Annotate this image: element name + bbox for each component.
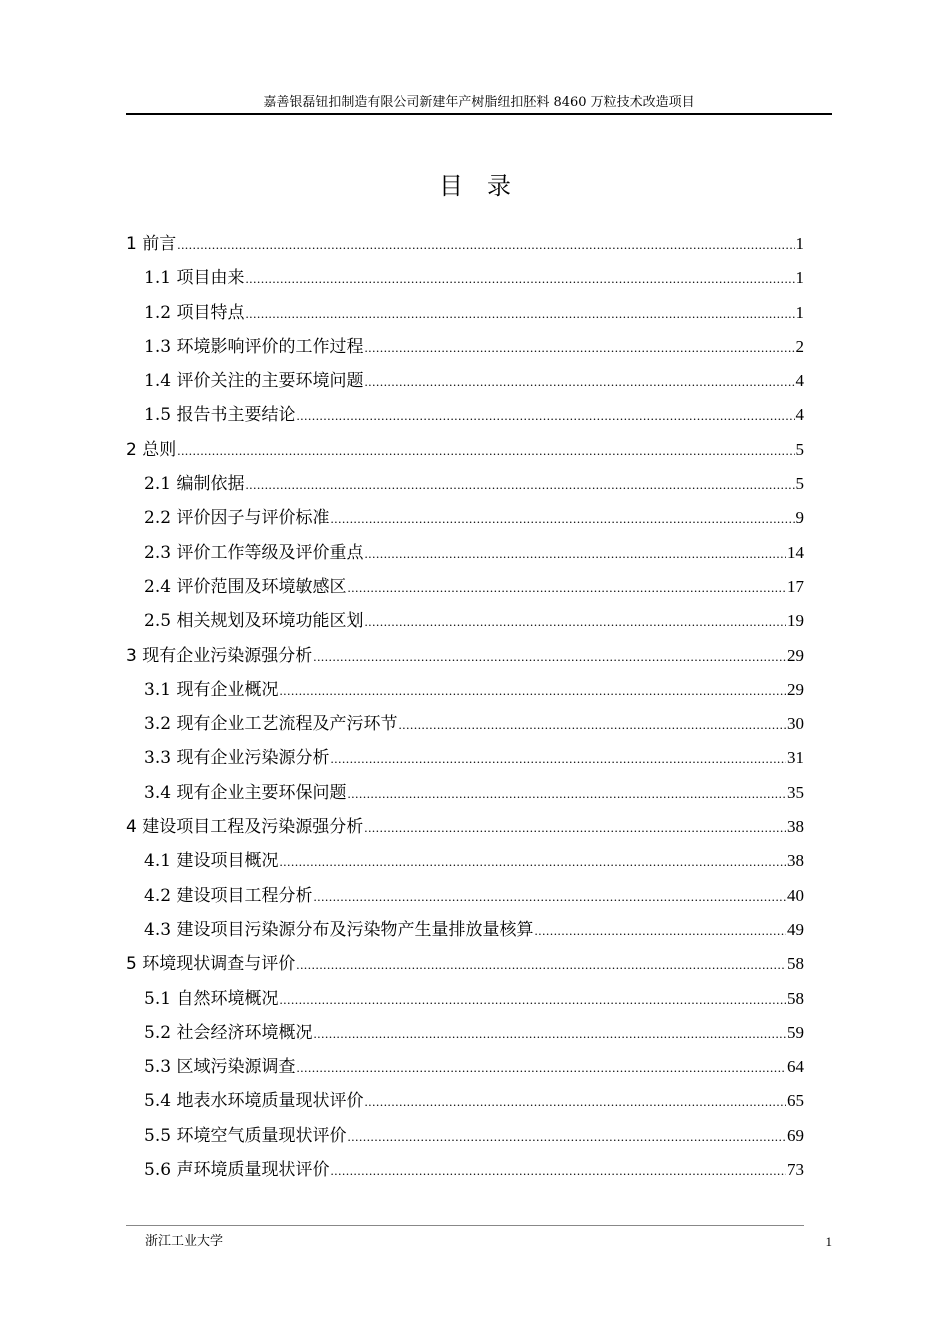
toc-entry-label: 4.1 建设项目概况 <box>144 851 279 872</box>
toc-entry-label: 2.3 评价工作等级及评价重点 <box>144 542 364 563</box>
toc-section-entry[interactable] <box>126 400 804 434</box>
toc-entry-page: 65 <box>787 1091 804 1111</box>
toc-dot-leader <box>330 743 786 774</box>
footer-divider <box>126 1225 804 1226</box>
toc-dot-leader <box>279 984 786 1015</box>
toc-chapter-entry[interactable] <box>126 949 804 983</box>
toc-entry-page: 17 <box>787 576 804 596</box>
toc-section-entry[interactable] <box>126 1018 804 1052</box>
toc-section-entry[interactable] <box>126 366 804 400</box>
footer-page-number: 1 <box>825 1234 832 1249</box>
toc-entry-page: 59 <box>787 1022 804 1042</box>
toc-dot-leader <box>330 503 794 534</box>
toc-dot-leader <box>347 778 786 809</box>
toc-section-entry[interactable] <box>126 538 804 572</box>
toc-section-entry[interactable] <box>126 881 804 915</box>
toc-entry-label: 1.4 评价关注的主要环境问题 <box>144 371 364 392</box>
toc-dot-leader <box>347 1121 786 1152</box>
toc-entry-label: 1 前言 <box>126 234 177 254</box>
toc-entry-label: 3.3 现有企业污染源分析 <box>144 748 330 769</box>
toc-dot-leader <box>296 949 786 980</box>
toc-entry-page: 30 <box>787 714 804 734</box>
toc-dot-leader <box>364 538 786 569</box>
toc-entry-label: 2.4 评价范围及环境敏感区 <box>144 576 347 597</box>
toc-entry-label: 1.3 环境影响评价的工作过程 <box>144 336 364 357</box>
toc-entry-page: 40 <box>787 885 804 905</box>
toc-entry-label: 3.1 现有企业概况 <box>144 679 279 700</box>
toc-entry-page: 49 <box>787 919 804 939</box>
toc-entry-page: 38 <box>787 851 804 871</box>
toc-section-entry[interactable] <box>126 298 804 332</box>
toc-dot-leader <box>296 400 794 431</box>
toc-section-entry[interactable] <box>126 675 804 709</box>
page-header: 嘉善银磊钮扣制造有限公司新建年产树脂纽扣胚料 8460 万粒技术改造项目 <box>263 95 695 110</box>
toc-section-entry[interactable] <box>126 606 804 640</box>
toc-dot-leader <box>313 1018 786 1049</box>
toc-entry-page: 58 <box>787 954 804 974</box>
toc-entry-label: 5.1 自然环境概况 <box>144 988 279 1009</box>
toc-section-entry[interactable] <box>126 263 804 297</box>
toc-entry-page: 4 <box>795 405 804 425</box>
toc-section-entry[interactable] <box>126 332 804 366</box>
toc-dot-leader <box>313 881 786 912</box>
toc-dot-leader <box>398 709 786 740</box>
toc-entry-label: 3.4 现有企业主要环保问题 <box>144 782 347 803</box>
toc-dot-leader <box>296 1052 786 1083</box>
toc-entry-label: 3 现有企业污染源强分析 <box>126 645 313 666</box>
toc-entry-page: 29 <box>787 645 804 665</box>
toc-entry-page: 29 <box>787 679 804 699</box>
toc-entry-label: 2.1 编制依据 <box>144 474 245 495</box>
toc-section-entry[interactable] <box>126 572 804 606</box>
toc-entry-label: 5 环境现状调查与评价 <box>126 954 296 975</box>
toc-dot-leader <box>279 846 786 877</box>
toc-dot-leader <box>245 298 794 329</box>
toc-chapter-entry[interactable] <box>126 435 804 469</box>
toc-entry-label: 1.5 报告书主要结论 <box>144 405 296 426</box>
toc-entry-page: 73 <box>787 1160 804 1180</box>
toc-section-entry[interactable] <box>126 1121 804 1155</box>
toc-entry-page: 1 <box>795 268 804 288</box>
toc-entry-page: 9 <box>795 508 804 528</box>
toc-section-entry[interactable] <box>126 915 804 949</box>
toc-entry-label: 5.2 社会经济环境概况 <box>144 1022 313 1043</box>
toc-entry-label: 5.4 地表水环境质量现状评价 <box>144 1091 364 1112</box>
toc-entry-page: 4 <box>795 371 804 391</box>
toc-entry-page: 1 <box>795 302 804 322</box>
toc-entry-label: 2.5 相关规划及环境功能区划 <box>144 611 364 632</box>
toc-section-entry[interactable] <box>126 743 804 777</box>
toc-dot-leader <box>313 641 786 672</box>
toc-entry-page: 64 <box>787 1057 804 1077</box>
toc-dot-leader <box>279 675 786 706</box>
toc-dot-leader <box>347 572 786 603</box>
toc-entry-page: 5 <box>795 439 804 459</box>
toc-entry-page: 35 <box>787 782 804 802</box>
toc-section-entry[interactable] <box>126 778 804 812</box>
toc-section-entry[interactable] <box>126 1052 804 1086</box>
toc-entry-label: 1.2 项目特点 <box>144 302 245 323</box>
toc-section-entry[interactable] <box>126 503 804 537</box>
toc-chapter-entry[interactable] <box>126 641 804 675</box>
toc-entry-label: 5.6 声环境质量现状评价 <box>144 1160 330 1181</box>
toc-entry-page: 58 <box>787 988 804 1008</box>
toc-entry-label: 1.1 项目由来 <box>144 268 245 289</box>
toc-dot-leader <box>245 263 794 294</box>
toc-dot-leader <box>177 435 794 466</box>
toc-entry-page: 1 <box>795 234 804 253</box>
toc-entry-label: 5.3 区域污染源调查 <box>144 1057 296 1078</box>
toc-chapter-entry[interactable] <box>126 812 804 846</box>
toc-dot-leader <box>177 229 794 260</box>
toc-dot-leader <box>364 606 786 637</box>
toc-dot-leader <box>330 1155 786 1186</box>
toc-entry-label: 4.2 建设项目工程分析 <box>144 885 313 906</box>
toc-entry-page: 14 <box>787 542 804 562</box>
toc-section-entry[interactable] <box>126 846 804 880</box>
toc-entry-label: 2.2 评价因子与评价标准 <box>144 508 330 529</box>
toc-entry-page: 38 <box>787 817 804 837</box>
toc-section-entry[interactable] <box>126 1155 804 1189</box>
toc-section-entry[interactable] <box>126 709 804 743</box>
toc-section-entry[interactable] <box>126 469 804 503</box>
toc-dot-leader <box>364 812 786 843</box>
toc-entry-label: 3.2 现有企业工艺流程及产污环节 <box>144 714 398 735</box>
toc-section-entry[interactable] <box>126 984 804 1018</box>
toc-dot-leader <box>534 915 786 946</box>
toc-dot-leader <box>364 366 794 397</box>
toc-chapter-entry[interactable] <box>126 229 804 263</box>
toc-entry-label: 5.5 环境空气质量现状评价 <box>144 1125 347 1146</box>
toc-entry-page: 2 <box>795 336 804 356</box>
toc-entry-label: 4 建设项目工程及污染源强分析 <box>126 817 364 838</box>
toc-entry-page: 69 <box>787 1125 804 1145</box>
toc-title: 目录 <box>439 172 535 200</box>
toc-section-entry[interactable] <box>126 1086 804 1120</box>
table-of-contents <box>126 229 804 1189</box>
toc-dot-leader <box>364 332 794 363</box>
header-divider <box>126 113 832 115</box>
toc-entry-page: 5 <box>795 474 804 494</box>
toc-dot-leader <box>364 1086 786 1117</box>
toc-entry-page: 19 <box>787 611 804 631</box>
toc-entry-label: 4.3 建设项目污染源分布及污染物产生量排放量核算 <box>144 919 534 940</box>
toc-entry-label: 2 总则 <box>126 439 177 460</box>
footer-institution: 浙江工业大学 <box>145 1234 224 1249</box>
toc-dot-leader <box>245 469 794 500</box>
toc-entry-page: 31 <box>787 748 804 768</box>
